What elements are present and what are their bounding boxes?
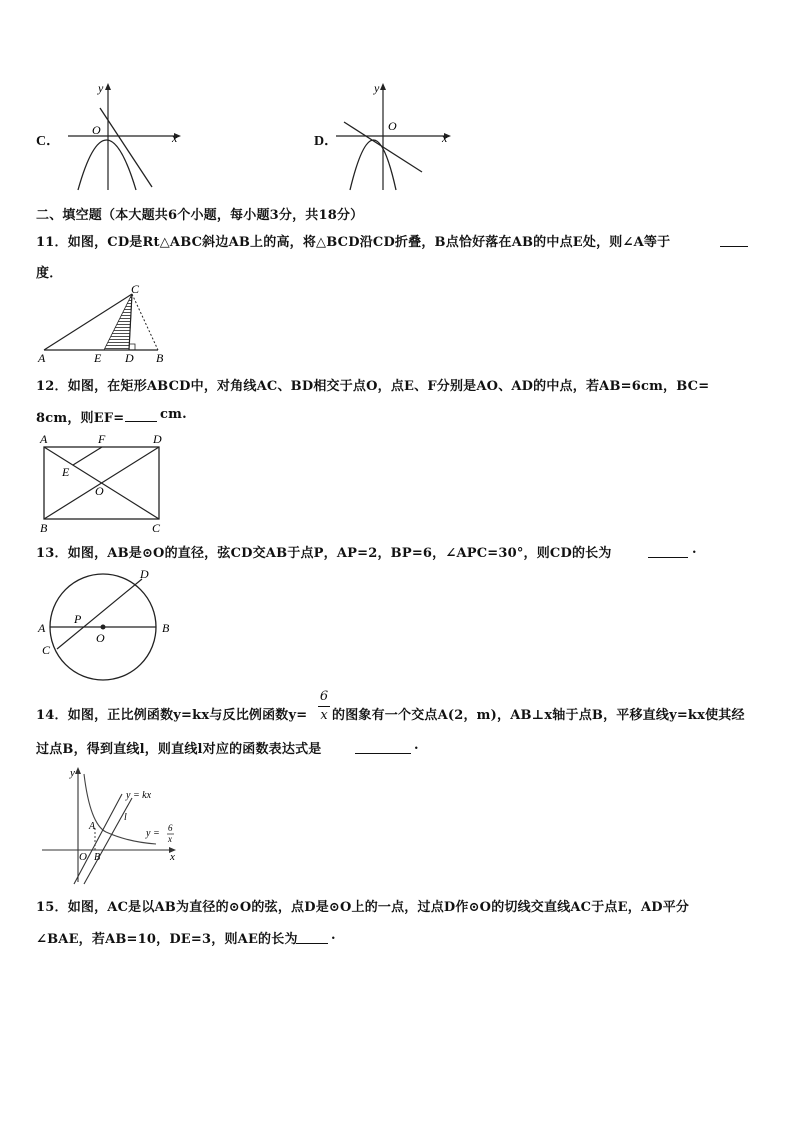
option-c-x-label: x [172, 131, 178, 145]
q14-label-a: A [89, 821, 96, 832]
option-d-graph [330, 80, 460, 195]
q13-line1-end: . [692, 542, 697, 557]
option-d-label: D． [314, 134, 339, 149]
q13-answer-blank [648, 557, 688, 558]
q12-label-c: C [152, 521, 161, 535]
q11-answer-blank [720, 246, 748, 247]
q12-label-b: B [40, 521, 48, 535]
q14-frac-num: 6 [319, 689, 329, 704]
q12-label-o: O [95, 484, 104, 498]
q14-line2-end: . [414, 738, 419, 753]
q14-frac-bar [318, 706, 330, 707]
q14-label-ykx: y = kx [126, 790, 152, 801]
q12-line2-a: 8cm，则EF= [36, 411, 125, 426]
option-d-origin-label: O [388, 119, 397, 133]
q12-label-d: D [153, 432, 162, 446]
q14-label-ydiv: y = [146, 828, 160, 839]
q13-label-b: B [162, 621, 170, 635]
q13-label-c: C [42, 643, 51, 657]
q14-line1-b: 的图象有一个交点A(2，m)，AB⊥x轴于点B，平移直线y=kx使其经 [332, 708, 745, 723]
q13-label-a: A [38, 621, 46, 635]
q11-figure [34, 284, 174, 366]
q14-label-den: x [168, 834, 172, 844]
q14-label-o: O [79, 851, 87, 863]
q13-label-o: O [96, 631, 105, 645]
q12-answer-blank [125, 421, 157, 422]
q14-label-l: l [124, 812, 127, 823]
q13-label-p: P [74, 612, 82, 626]
q15-line1: 15．如图，AC是以AB为直径的⊙O的弦，点D是⊙O上的一点，过点D作⊙O的切线交直线AC于点E，AD平分 [36, 900, 690, 915]
q15-answer-blank [296, 943, 328, 944]
q15-line2-end: . [331, 928, 336, 943]
option-c-graph [60, 80, 190, 195]
option-d-x-label: x [442, 131, 448, 145]
q11-label-b: B [156, 351, 164, 365]
q14-figure [38, 764, 188, 886]
option-c-origin-label: O [92, 123, 101, 137]
q11-label-d: D [125, 351, 134, 365]
q12-label-f: F [98, 432, 106, 446]
q12-line1: 12．如图，在矩形ABCD中，对角线AC、BD相交于点O，点E、F分别是AO、AD的中点，若AB=6cm，BC= [36, 379, 710, 394]
q12-figure [34, 430, 174, 534]
option-d-y-label: y [374, 81, 380, 95]
q11-label-a: A [38, 351, 46, 365]
q14-line2: 过点B，得到直线l，则直线l对应的函数表达式是 [36, 742, 322, 757]
option-c-label: C． [36, 134, 61, 149]
q13-figure [34, 566, 184, 686]
option-c-y-label: y [98, 81, 104, 95]
q12-line2-b: cm. [160, 407, 187, 422]
q14-answer-blank [355, 753, 411, 754]
q13-label-d: D [140, 567, 149, 581]
q12-label-a: A [40, 432, 48, 446]
q14-line1-a: 14．如图，正比例函数y=kx与反比例函数y= [36, 708, 308, 723]
section-title: 二、填空题（本大题共6个小题，每小题3分，共18分） [36, 208, 364, 223]
q11-label-c: C [131, 282, 140, 296]
q15-line2: ∠BAE，若AB=10，DE=3，则AE的长为 [36, 932, 298, 947]
q11-line1: 11．如图，CD是Rt△ABC斜边AB上的高，将△BCD沿CD折叠，B点恰好落在AB的中点E处，则∠A等于 [36, 235, 671, 250]
q13-line1: 13．如图，AB是⊙O的直径，弦CD交AB于点P，AP=2，BP=6，∠APC=30°，则CD的长为 [36, 546, 612, 561]
q12-label-e: E [62, 465, 70, 479]
q14-label-x: x [170, 851, 175, 863]
q14-label-b: B [94, 852, 101, 863]
q11-line2: 度． [36, 266, 63, 281]
q11-label-e: E [94, 351, 102, 365]
q14-frac-den: x [320, 708, 328, 723]
q14-label-num: 6 [168, 823, 173, 833]
q14-label-y: y [70, 767, 75, 779]
